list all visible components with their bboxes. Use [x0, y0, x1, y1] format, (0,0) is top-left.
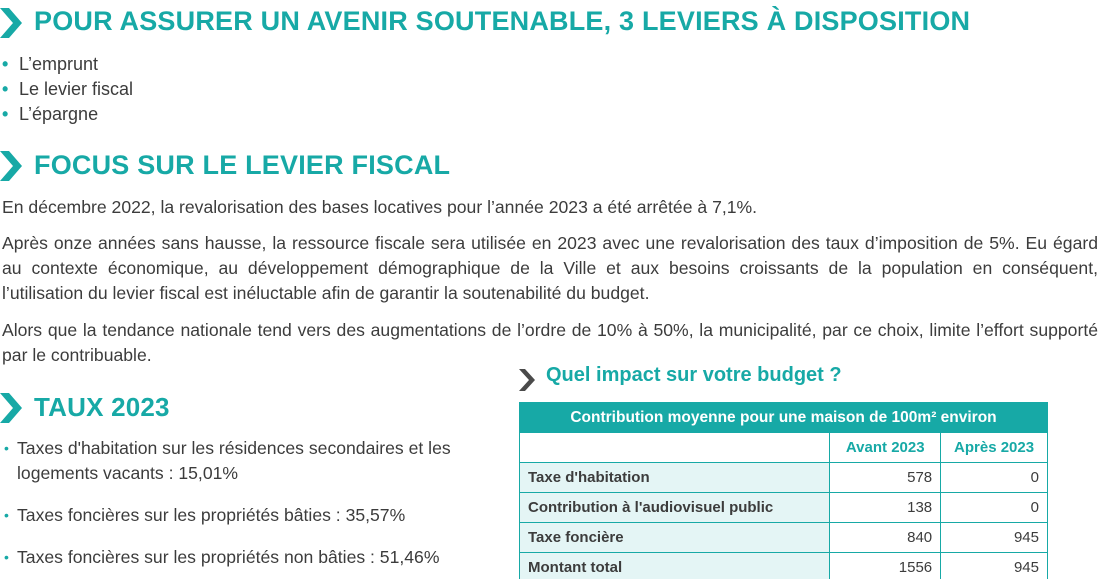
list-item: • L’emprunt — [2, 52, 133, 77]
row-value-avant: 578 — [830, 463, 941, 493]
row-value-avant: 840 — [830, 523, 941, 553]
list-item: • Taxes foncières sur les propriétés non bâties : 51,46% — [4, 545, 494, 570]
budget-table — [519, 402, 1048, 579]
row-label: Contribution à l'audiovisuel public — [520, 493, 830, 523]
table-header-apres: Après 2023 — [941, 433, 1048, 463]
section-title-leviers: POUR ASSURER UN AVENIR SOUTENABLE, 3 LEVIERS À DISPOSITION — [34, 6, 971, 36]
list-item: • Taxes d'habitation sur les résidences secondaires et les logements vacants : 15,01% — [4, 436, 494, 486]
row-value-apres: 945 — [941, 523, 1048, 553]
section-title-focus: FOCUS SUR LE LEVIER FISCAL — [34, 150, 451, 180]
row-value-apres: 0 — [941, 493, 1048, 523]
row-label: Taxe d'habitation — [520, 463, 830, 493]
table-row — [520, 523, 1048, 553]
impact-title: Quel impact sur votre budget ? — [546, 364, 842, 386]
table-caption: Contribution moyenne pour une maison de 100m² environ — [520, 403, 1048, 433]
row-value-avant: 138 — [830, 493, 941, 523]
row-value-apres: 0 — [941, 463, 1048, 493]
row-value-avant: 1556 — [830, 553, 941, 579]
paragraph-tendance: Alors que la tendance nationale tend vers des augmentations de l’ordre de 10% à 50%, la municipalité, par ce choix, limite l’effort supporté par le contribuable. — [2, 320, 1098, 365]
table-row — [520, 463, 1048, 493]
leviers-list — [2, 52, 133, 127]
table-row — [520, 493, 1048, 523]
row-value-apres: 945 — [941, 553, 1048, 579]
list-item: • L’épargne — [2, 102, 133, 127]
row-label: Montant total — [520, 553, 830, 579]
paragraph-hausse: Après onze années sans hausse, la ressource fiscale sera utilisée en 2023 avec une revalorisation des taux d’imposition de 5%. Eu égard au contexte économique, au développement démographique de la Ville et aux besoins croissants de la population en conséquent, l’utilisation du levier fiscal est inéluctable afin de garantir la soutenabilité du budget. — [2, 233, 1098, 303]
table-row-total — [520, 553, 1048, 579]
table-header-blank — [520, 433, 830, 463]
paragraph-revalorisation: En décembre 2022, la revalorisation des bases locatives pour l’année 2023 a été arrêtée à 7,1%. — [2, 197, 758, 217]
row-label: Taxe foncière — [520, 523, 830, 553]
list-item: • Le levier fiscal — [2, 77, 133, 102]
table-header-avant: Avant 2023 — [830, 433, 941, 463]
taux-list — [4, 436, 494, 579]
section-title-taux: TAUX 2023 — [34, 392, 170, 422]
list-item: • Taxes foncières sur les propriétés bâties : 35,57% — [4, 503, 494, 528]
